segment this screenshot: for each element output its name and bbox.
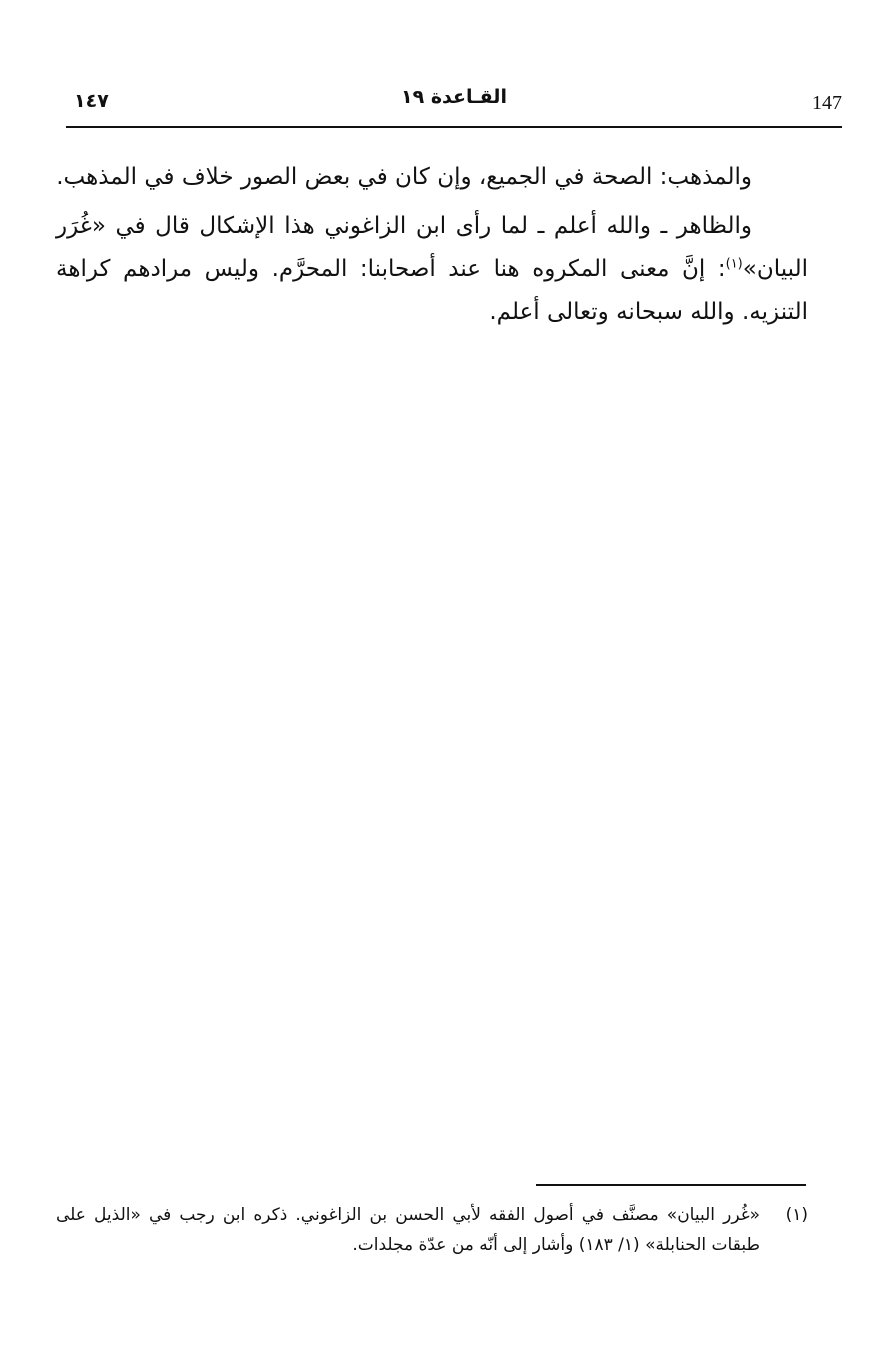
footnotes: [56, 1200, 808, 1260]
paragraph-1-text: والمذهب: الصحة في الجميع، وإن كان في بعض الصور خلاف في المذهب.: [56, 164, 752, 190]
page-header: [66, 86, 842, 124]
main-text: [56, 156, 808, 340]
paragraph-2-text-start: والظاهر ـ والله أعلم ـ لما رأى ابن الزاغوني هذا الإشكال قال في «غُرَر البيان»: [56, 213, 808, 282]
footnote-text: «غُرر البيان» مصنَّف في أصول الفقه لأبي الحسن بن الزاغوني. ذكره ابن رجب في «الذيل على طبقات الحنابلة» (١/ ١٨٣) وأشار إلى أنّه من عدّة مجلدات.: [56, 1205, 760, 1255]
footnote-reference: (١): [725, 256, 743, 272]
paragraph-2-text-end: : إنَّ معنى المكروه هنا عند أصحابنا: المحرَّم. وليس مرادهم كراهة التنزيه. والله سبحانه وتعالى أعلم.: [56, 256, 808, 325]
running-title: القـاعدة ١٩: [401, 86, 507, 108]
page-number-latin: 147: [812, 92, 842, 114]
paragraph-1: [56, 156, 808, 199]
page-number-arabic: ١٤٧: [74, 90, 109, 112]
paragraph-2: [56, 205, 808, 334]
footnote-rule: [536, 1184, 806, 1186]
header-rule: [66, 126, 842, 128]
footnote-marker: (١): [785, 1205, 808, 1225]
footnote-1: [56, 1200, 808, 1260]
